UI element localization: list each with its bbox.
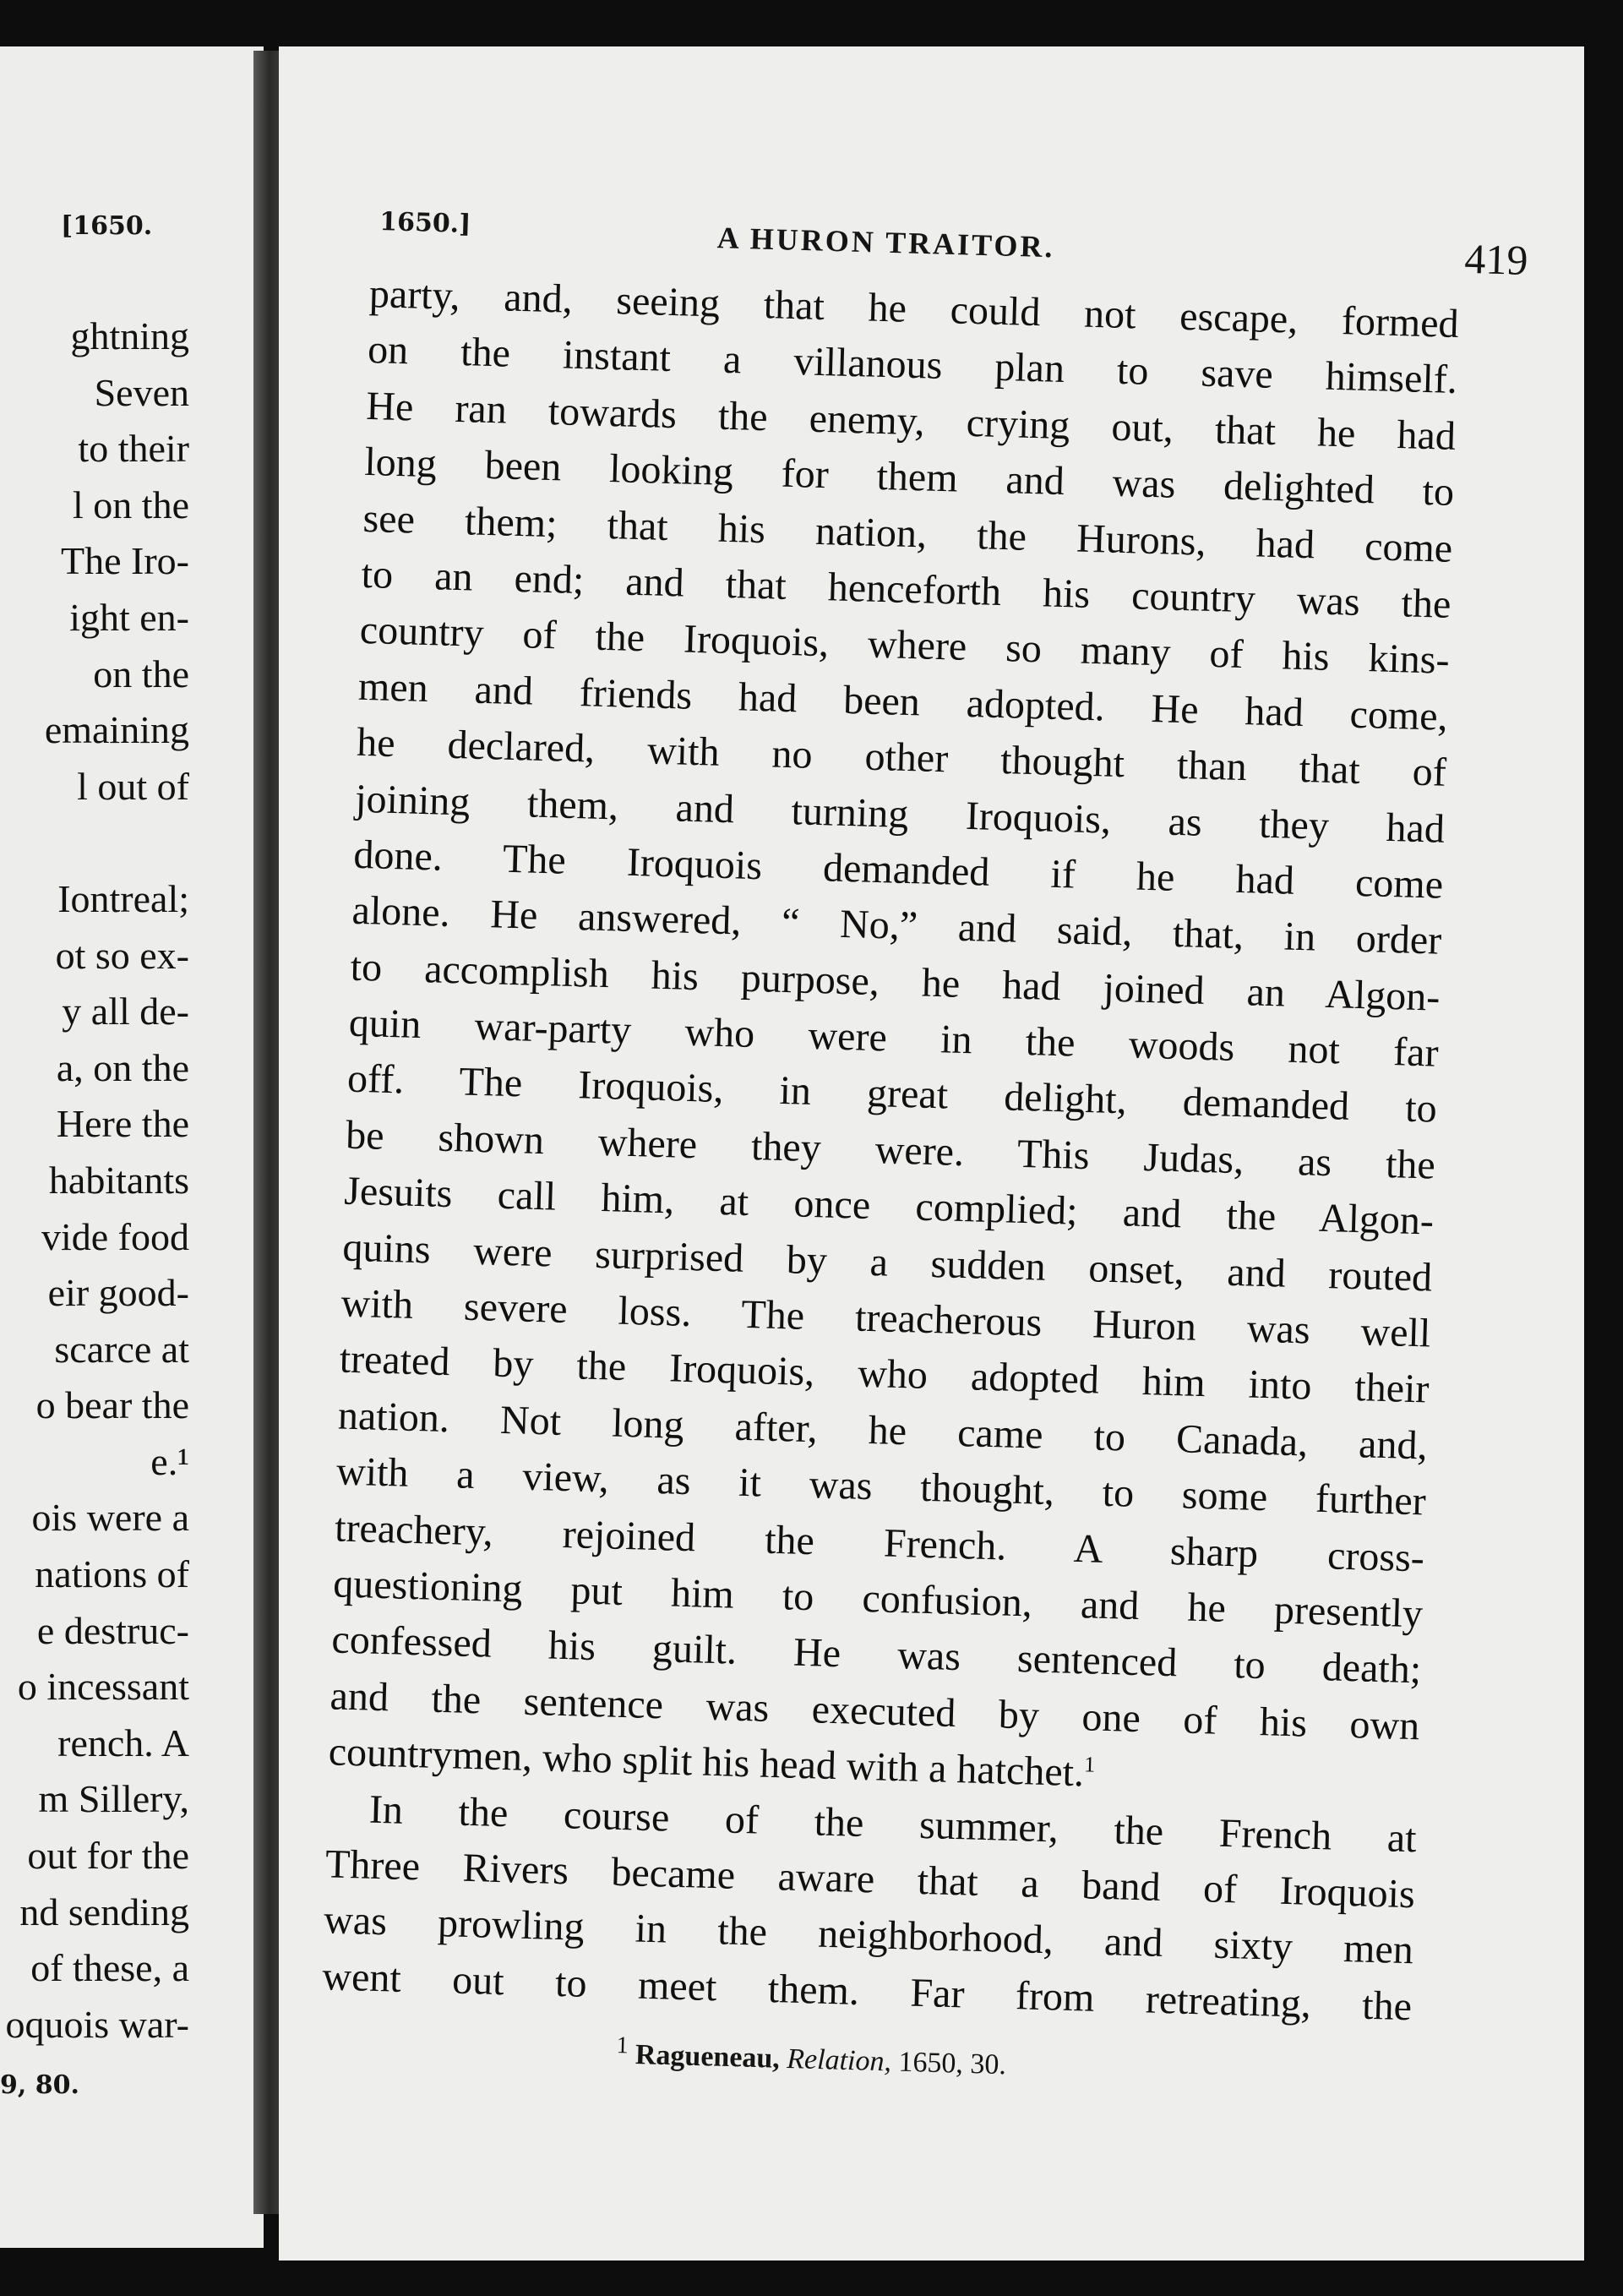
left-line: l on the (73, 483, 189, 526)
text-line: with severe loss. The treacherous Huron was well (340, 1280, 1431, 1356)
left-line: o incessant (17, 1665, 189, 1709)
running-date: 1650.] (379, 206, 471, 240)
left-line: emaining (44, 708, 189, 752)
left-line: o bear the (35, 1383, 189, 1427)
left-line: vide food (41, 1214, 189, 1258)
text-line: was prowling in the neighborhood, and sixty men (323, 1897, 1414, 1973)
footnote-reference: 1650, 30. (897, 2046, 1007, 2081)
left-line: ight en- (69, 595, 189, 639)
text-line: nation. Not long after, he came to Canada, and, (337, 1393, 1429, 1469)
text-line: with a view, as it was thought, to some further (335, 1448, 1427, 1524)
footnote (616, 2032, 1007, 2081)
left-line: nd sending (19, 1890, 189, 1933)
footnote-number: 1 (616, 2032, 629, 2059)
text-line: country of the Iroquois, where so many of his kins- (359, 608, 1451, 684)
left-line: to their (78, 427, 189, 471)
page-number: 419 (1463, 234, 1529, 284)
left-line: habitants (48, 1158, 189, 1202)
left-line: eir good- (47, 1271, 189, 1315)
running-title: A HURON TRAITOR. (716, 221, 1056, 265)
left-line: nations of (35, 1552, 189, 1596)
text-line: done. The Iroquois demanded if he had come (352, 832, 1444, 908)
text-line: and the sentence was executed by one of his own (330, 1673, 1420, 1749)
text-line: see them; that his nation, the Hurons, had come (362, 495, 1453, 571)
left-line: y all de- (62, 990, 189, 1033)
text-line: countrymen, who split his head with a hatchet. (328, 1729, 1085, 1796)
text-line: He ran towards the enemy, crying out, that he had (365, 383, 1457, 459)
text-line: be shown where they were. This Judas, as the (345, 1112, 1436, 1188)
left-page (0, 46, 264, 2248)
text-line: treated by the Iroquois, who adopted him into their (339, 1336, 1430, 1412)
text-line: on the instant a villanous plan to save himself. (367, 327, 1458, 403)
left-line: m Sillery, (38, 1777, 189, 1821)
text-line: alone. He answered, “ No,” and said, that, in order (351, 888, 1442, 964)
left-page-footnote: 9, 80. (0, 2070, 79, 2100)
text-line: party, and, seeing that he could not escape, formed (368, 270, 1460, 346)
text-line: he declared, with no other thought than that of (356, 719, 1447, 795)
text-line: quins were surprised by a sudden onset, and routed (341, 1224, 1433, 1301)
text-line: went out to meet them. Far from retreating, the (321, 1953, 1413, 2029)
text-line: off. The Iroquois, in great delight, demanded to (346, 1056, 1438, 1132)
left-line: The Iro- (61, 539, 189, 583)
text-line: to an end; and that henceforth his country was the (361, 551, 1452, 627)
text-line: Three Rivers became aware that a band of Iroquois (324, 1841, 1416, 1917)
left-line: e destruc- (36, 1608, 189, 1652)
footnote-work: Relation, (786, 2042, 892, 2078)
left-line: Here the (56, 1102, 189, 1146)
left-line: out for the (27, 1834, 189, 1878)
left-line: Seven (94, 370, 189, 414)
text-line: men and friends had been adopted. He had come, (357, 663, 1449, 739)
text-line: confessed his guilt. He was sentenced to death; (330, 1617, 1422, 1693)
text-line: Jesuits call him, at once complied; and the Algon- (343, 1168, 1435, 1244)
text-line: long been looking for them and was delighted to (363, 439, 1455, 515)
text-line: quin war-party who were in the woods not far (348, 1000, 1440, 1076)
left-line: a, on the (56, 1045, 189, 1089)
left-line: l out of (77, 764, 189, 808)
left-line: rench. A (57, 1721, 189, 1764)
left-line: ois were a (31, 1496, 189, 1540)
paragraph-start-line: In the course of the summer, the French at (368, 1786, 1418, 1861)
text-line: joining them, and turning Iroquois, as they had (354, 776, 1446, 852)
left-line: Iontreal; (57, 876, 189, 920)
left-line: of these, a (30, 1946, 189, 1990)
left-line: ghtning (70, 314, 189, 357)
left-line: oquois war- (5, 2002, 189, 2046)
left-line: e.¹ (150, 1439, 189, 1483)
left-line: on the (93, 652, 189, 695)
footnote-marker: 1 (1083, 1752, 1096, 1777)
left-line: scarce at (54, 1327, 189, 1371)
text-line: questioning put him to confusion, and he presently (332, 1561, 1424, 1637)
text-line: treachery, rejoined the French. A sharp cross- (334, 1505, 1425, 1581)
body-text (322, 266, 1460, 2035)
right-page (279, 46, 1584, 2261)
left-line (0, 815, 189, 871)
left-page-header: [1650. (61, 211, 153, 241)
left-page-text (0, 308, 189, 2053)
text-line: to accomplish his purpose, he had joined an Algon- (350, 944, 1441, 1020)
footnote-author: Ragueneau, (634, 2038, 781, 2075)
left-line: ot so ex- (55, 933, 189, 977)
